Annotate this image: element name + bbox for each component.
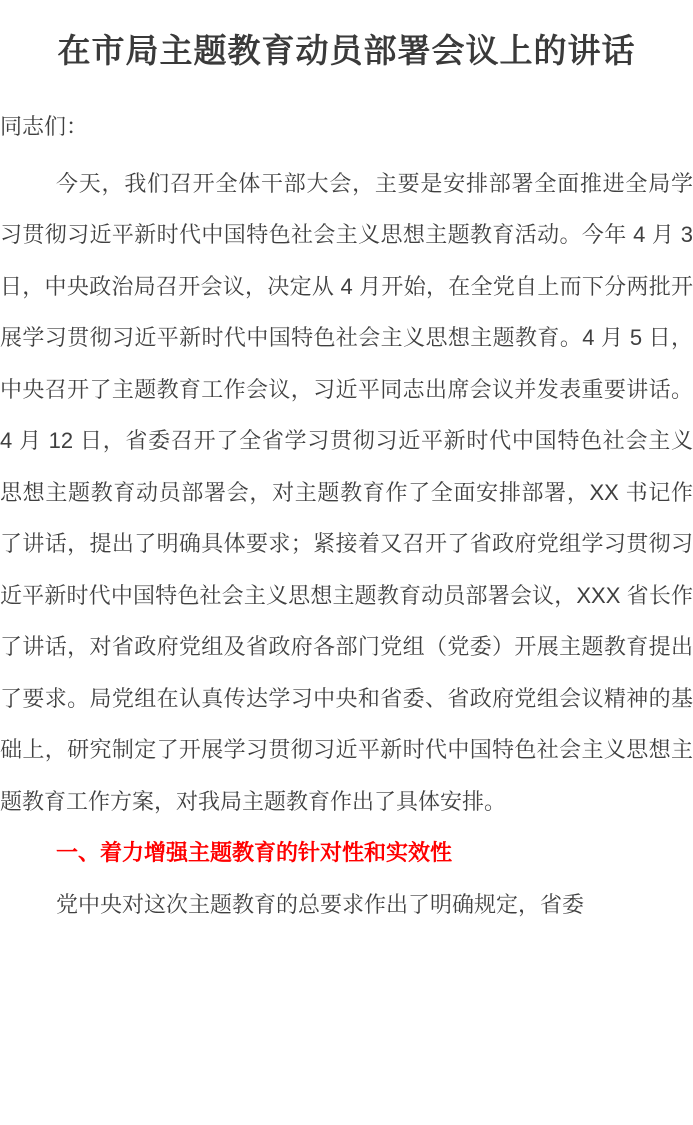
speech-document [0,28,693,930]
section-heading-1: 一、着力增强主题教育的针对性和实效性 [56,840,453,865]
intro-paragraph: 今天，我们召开全体干部大会，主要是安排部署全面推进全局学习贯彻习近平新时代中国特色社会主义思想主题教育活动。今年 4 月 3 日，中央政治局召开会议，决定从 4 月开始，在全党自上而下分两批开展学习贯彻习近平新时代中国特色社会主义思想主题教育。4 月 5 日，中央召开了主题教育工作会议，习近平同志出席会议并发表重要讲话。4 月 12 日，省委召开了全省学习贯彻习近平新时代中国特色社会主义思想主题教育动员部署会，对主题教育作了全面安排部署，XX 书记作了讲话，提出了明确具体要求；紧接着又召开了省政府党组学习贯彻习近平新时代中国特色社会主义思想主题教育动员部署会议，XXX 省长作了讲话，对省政府党组及省政府各部门党组（党委）开展主题教育提出了要求。局党组在认真传达学习中央和省委、省政府党组会议精神的基础上，研究制定了开展学习贯彻习近平新时代中国特色社会主义思想主题教育工作方案，对我局主题教育作出了具体安排。 [0,170,693,814]
section-paragraph-1: 党中央对这次主题教育的总要求作出了明确规定，省委 [56,891,585,917]
document-title: 在市局主题教育动员部署会议上的讲话 [57,32,636,69]
salutation: 同志们： [0,114,89,139]
